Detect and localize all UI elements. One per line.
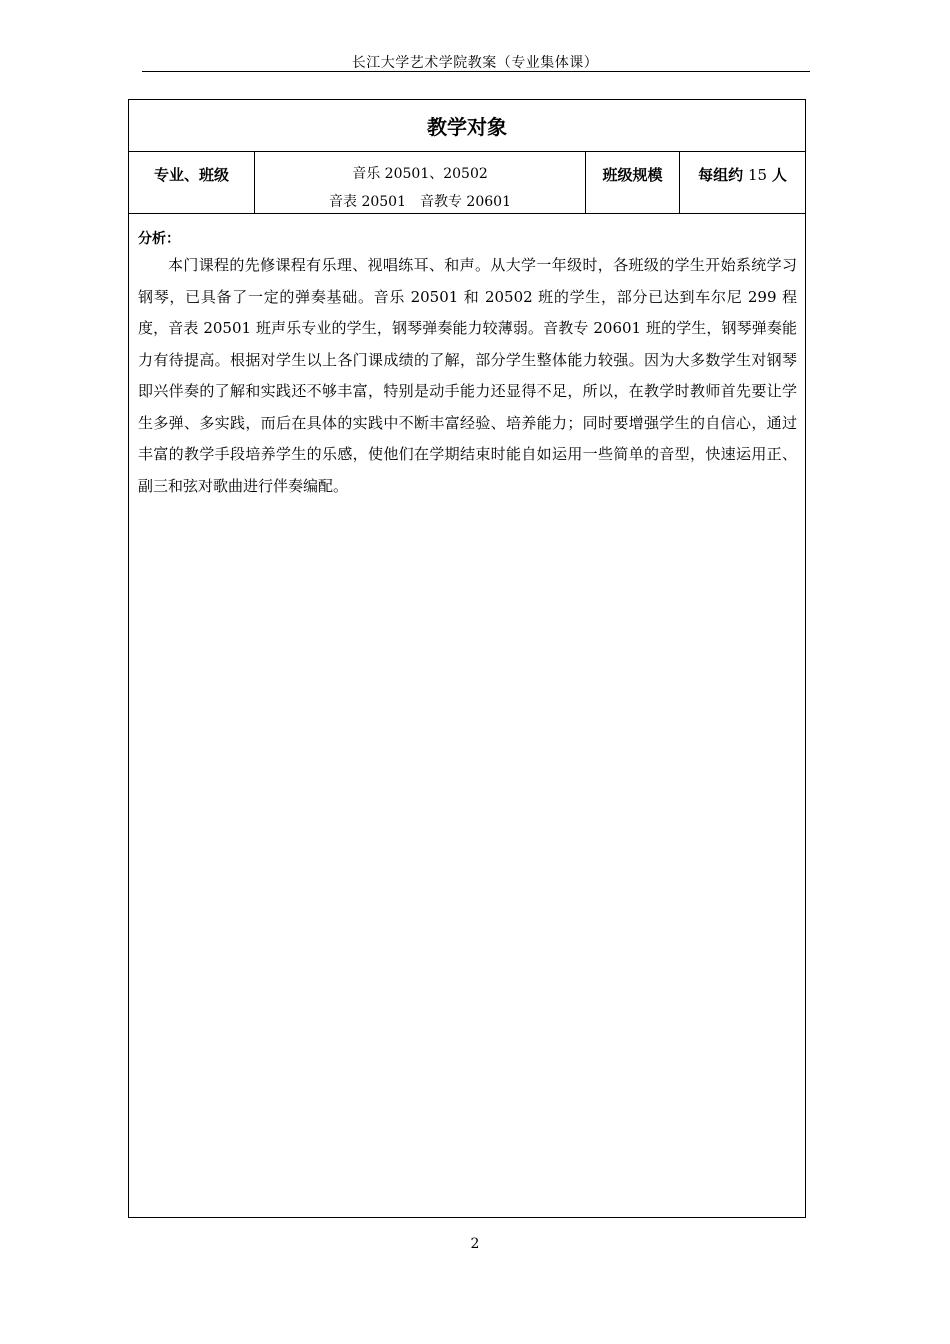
page-number: 2 (470, 1236, 480, 1252)
class-size-label-cell (586, 152, 680, 213)
classes-value-cell (255, 152, 586, 213)
class-size-suffix: 人 (771, 166, 787, 184)
analysis-label: 分析： (138, 231, 180, 247)
lesson-plan-table (128, 99, 806, 1218)
header-divider (142, 71, 810, 72)
analysis-text: 本门课程的先修课程有乐理、视唱练耳、和声。从大学一年级时，各班级的学生开始系统学习钢琴，已具备了一定的弹奏基础。音乐 20501 和 20502 班的学生，部分已达到车尔尼 299 程度，音表 20501 班声乐专业的学生，钢琴弹奏能力较薄弱。音教专 20601 班的学生，钢琴弹奏能力有待提高。根据对学生以上各门课成绩的了解，部分学生整体能力较强。因为大多数学生对钢琴即兴伴奏的了解和实践还不够丰富，特别是动手能力还显得不足，所以，在教学时教师首先要让学生多弹、多实践，而后在具体的实践中不断丰富经验、培养能力；同时要增强学生的自信心，通过丰富的教学手段培养学生的乐感，使他们在学期结束时能自如运用一些简单的音型，快速运用正、副三和弦对歌曲进行伴奏编配。 (138, 256, 797, 495)
class-size-value-cell (680, 152, 805, 213)
class-size-prefix: 每组约 (698, 166, 744, 184)
table-title: 教学对象 (129, 100, 805, 152)
classes-line-2: 音表 20501 音教专 20601 (329, 194, 511, 210)
major-class-label: 专业、班级 (153, 166, 229, 184)
classes-line-1: 音乐 20501、20502 (352, 166, 488, 182)
class-info-row (129, 152, 805, 214)
class-size-number: 15 (747, 166, 768, 184)
page-header: 长江大学艺术学院教案（专业集体课） (351, 55, 599, 71)
analysis-section (129, 214, 805, 502)
class-size-label: 班级规模 (602, 166, 663, 184)
class-size-value (680, 152, 805, 185)
major-class-label-cell (129, 152, 255, 213)
